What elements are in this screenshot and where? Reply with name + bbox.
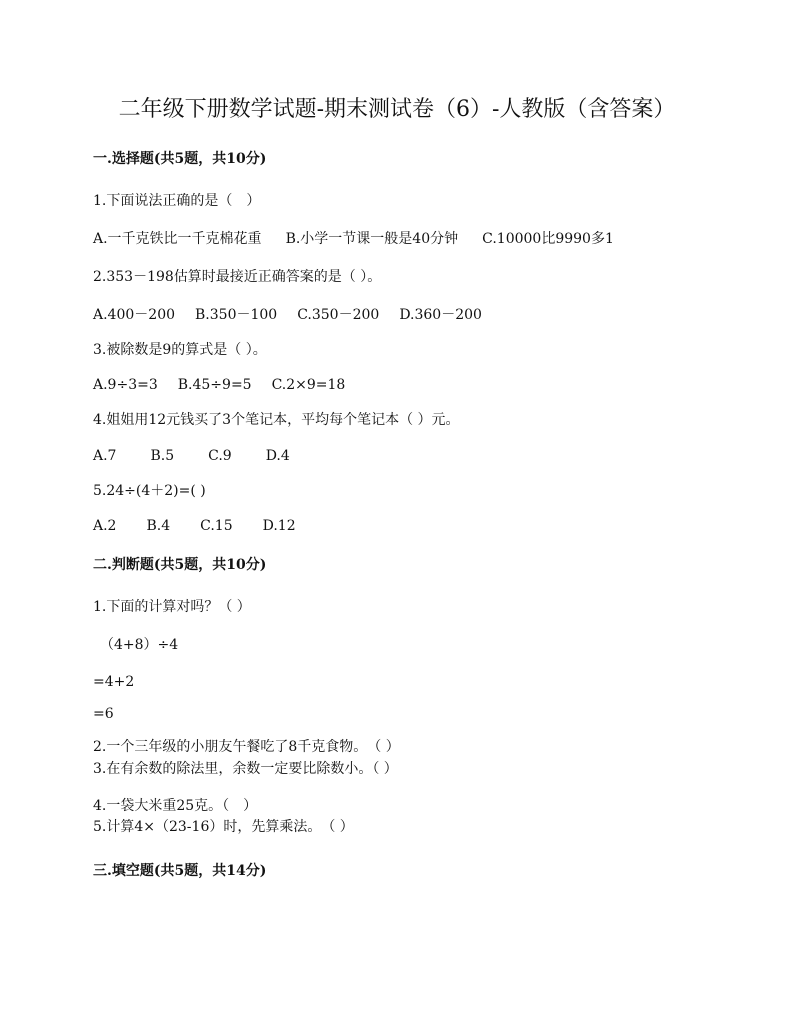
option-b: B.45÷9=5 xyxy=(177,377,252,393)
option-a: A.9÷3=3 xyxy=(93,377,158,393)
option-c: C.15 xyxy=(200,518,233,534)
option-c: C.9 xyxy=(208,448,232,464)
question-2-4: 4.一袋大米重25克。（ ） xyxy=(93,798,258,814)
document-title: 二年级下册数学试题-期末测试卷（6）-人教版（含答案） xyxy=(118,97,676,122)
section-3-heading: 三.填空题(共5题，共14分) xyxy=(93,863,267,879)
question-1-4-options xyxy=(93,447,290,465)
option-b: B.小学一节课一般是40分钟 xyxy=(285,231,459,247)
option-c: C.350－200 xyxy=(297,307,380,323)
option-a: A.一千克铁比一千克棉花重 xyxy=(93,231,262,247)
question-2-2: 2.一个三年级的小朋友午餐吃了8千克食物。 （ ） xyxy=(93,739,400,755)
option-d: D.360－200 xyxy=(399,307,482,323)
question-2-1-stem: 1.下面的计算对吗？（ ） xyxy=(93,599,251,615)
option-a: A.7 xyxy=(93,448,117,464)
option-c: C.10000比9990多1 xyxy=(482,231,614,247)
option-b: B.5 xyxy=(150,448,175,464)
section-2-heading: 二.判断题(共5题，共10分) xyxy=(93,557,267,573)
question-2-1-line-3: =6 xyxy=(93,706,114,722)
question-1-3-stem: 3.被除数是9的算式是（ ）。 xyxy=(93,342,267,358)
option-b: B.4 xyxy=(146,518,171,534)
question-1-5-options xyxy=(93,517,296,535)
question-1-1-stem: 1.下面说法正确的是（ ） xyxy=(93,193,261,209)
section-1-heading: 一.选择题(共5题，共10分) xyxy=(93,151,267,167)
question-1-2-options xyxy=(93,306,482,324)
option-d: D.4 xyxy=(265,448,290,464)
question-1-2-stem: 2.353－198估算时最接近正确答案的是（ ）。 xyxy=(93,269,382,285)
question-2-3: 3.在有余数的除法里，余数一定要比除数小。（ ） xyxy=(93,761,398,777)
question-1-4-stem: 4.姐姐用12元钱买了3个笔记本，平均每个笔记本（ ）元。 xyxy=(93,412,460,428)
option-c: C.2×9=18 xyxy=(271,377,346,393)
question-1-3-options xyxy=(93,376,345,394)
question-1-1-options xyxy=(93,230,614,248)
question-2-1-line-1: （4+8）÷4 xyxy=(100,637,179,653)
option-b: B.350－100 xyxy=(195,307,278,323)
option-d: D.12 xyxy=(262,518,296,534)
option-a: A.400－200 xyxy=(93,307,176,323)
option-a: A.2 xyxy=(93,518,117,534)
question-1-5-stem: 5.24÷(4＋2)=( ) xyxy=(93,483,206,499)
question-2-1-line-2: =4+2 xyxy=(93,674,135,690)
question-2-5: 5.计算4×（23-16）时，先算乘法。 （ ） xyxy=(93,819,354,835)
